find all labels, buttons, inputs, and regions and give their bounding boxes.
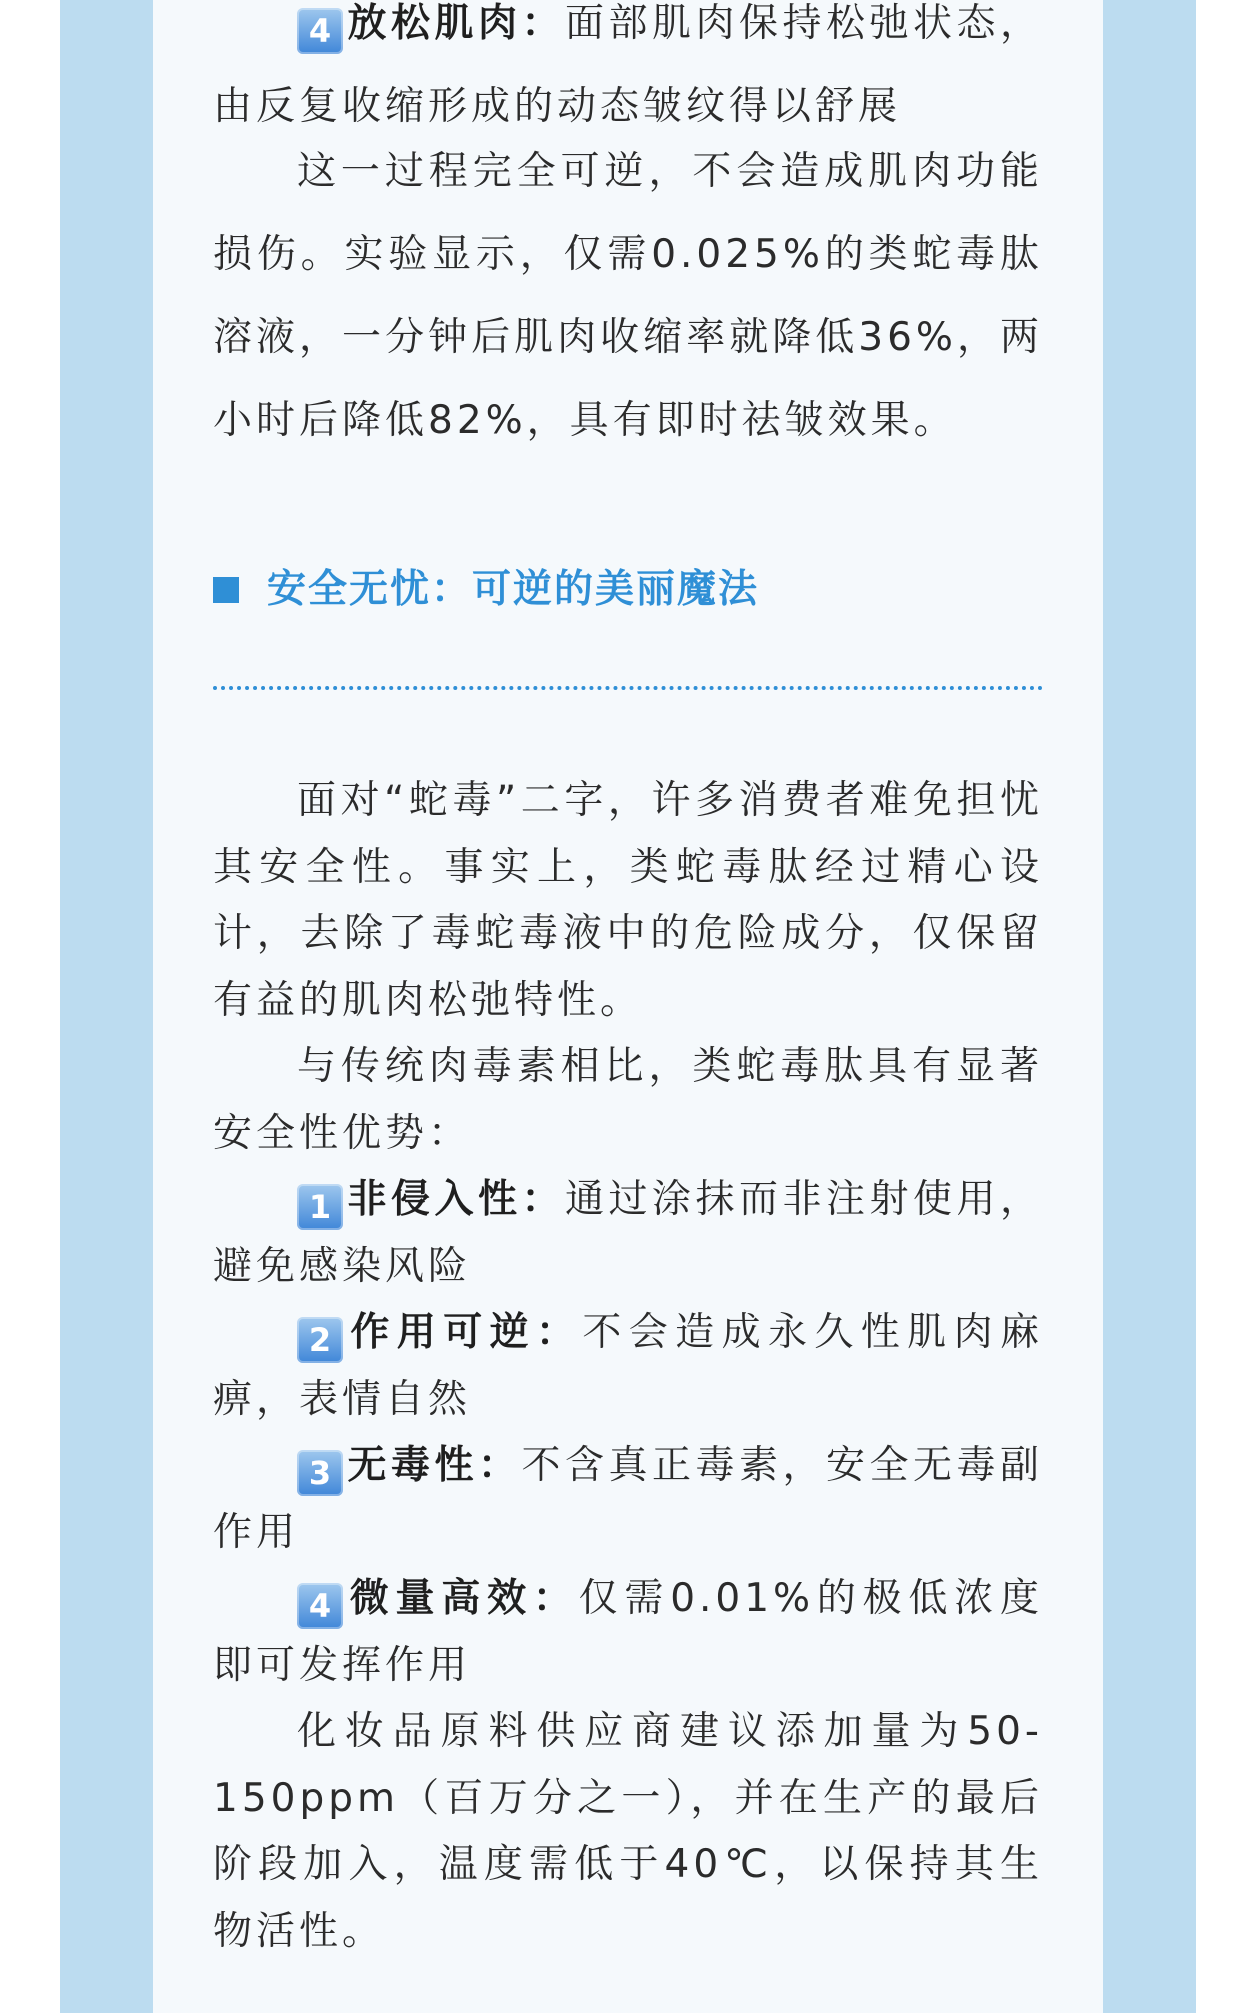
list-item-title: 作用可逆： [347, 1310, 583, 1355]
safety-section [213, 768, 1043, 1965]
list-item-title: 微量高效： [347, 1576, 579, 1621]
list-item-relax-muscle [213, 0, 1043, 148]
keycap-number-icon: 4 [297, 8, 343, 54]
paragraph-advantages: 与传统肉毒素相比，类蛇毒肽具有显著安全性优势： [213, 1044, 1043, 1156]
list-item-title: 放松肌肉： [347, 1, 565, 46]
list-item-text: 面部肌肉保持松弛状态，由反复收缩形成的动态皱纹得以舒展 [213, 1, 1043, 129]
list-item-non-toxic [213, 1433, 1043, 1566]
dotted-divider [213, 686, 1043, 690]
list-item-reversible [213, 1300, 1043, 1433]
list-item-title: 无毒性： [347, 1443, 522, 1488]
list-item-title: 非侵入性： [347, 1177, 565, 1222]
list-item-text: 不会造成永久性肌肉麻痹，表情自然 [213, 1310, 1043, 1422]
paragraph-dosage: 化妆品原料供应商建议添加量为50-150ppm（百万分之一），并在生产的最后阶段加入，温度需低于40℃，以保持其生物活性。 [213, 1709, 1043, 1954]
keycap-number-icon: 4 [297, 1583, 343, 1629]
list-item-text: 仅需0.01%的极低浓度即可发挥作用 [213, 1576, 1043, 1688]
square-bullet-icon [213, 577, 239, 603]
paragraph-reversible: 这一过程完全可逆，不会造成肌肉功能损伤。实验显示，仅需0.025%的类蛇毒肽溶液，一分钟后肌肉收缩率就降低36%，两小时后降低82%，具有即时祛皱效果。 [213, 149, 1043, 443]
list-item-non-invasive [213, 1167, 1043, 1300]
keycap-number-icon: 3 [297, 1450, 343, 1496]
list-item-efficient [213, 1566, 1043, 1699]
section-heading-text: 安全无忧：可逆的美丽魔法 [267, 567, 760, 612]
section-heading [213, 560, 1043, 620]
list-item-text: 通过涂抹而非注射使用，避免感染风险 [213, 1177, 1043, 1289]
paragraph-concern: 面对“蛇毒”二字，许多消费者难免担忧其安全性。事实上，类蛇毒肽经过精心设计，去除了毒蛇毒液中的危险成分，仅保留有益的肌肉松弛特性。 [213, 778, 1043, 1023]
list-item-text: 不含真正毒素，安全无毒副作用 [213, 1443, 1043, 1555]
article-content [213, 0, 1043, 1965]
keycap-number-icon: 2 [297, 1317, 343, 1363]
keycap-number-icon: 1 [297, 1184, 343, 1230]
